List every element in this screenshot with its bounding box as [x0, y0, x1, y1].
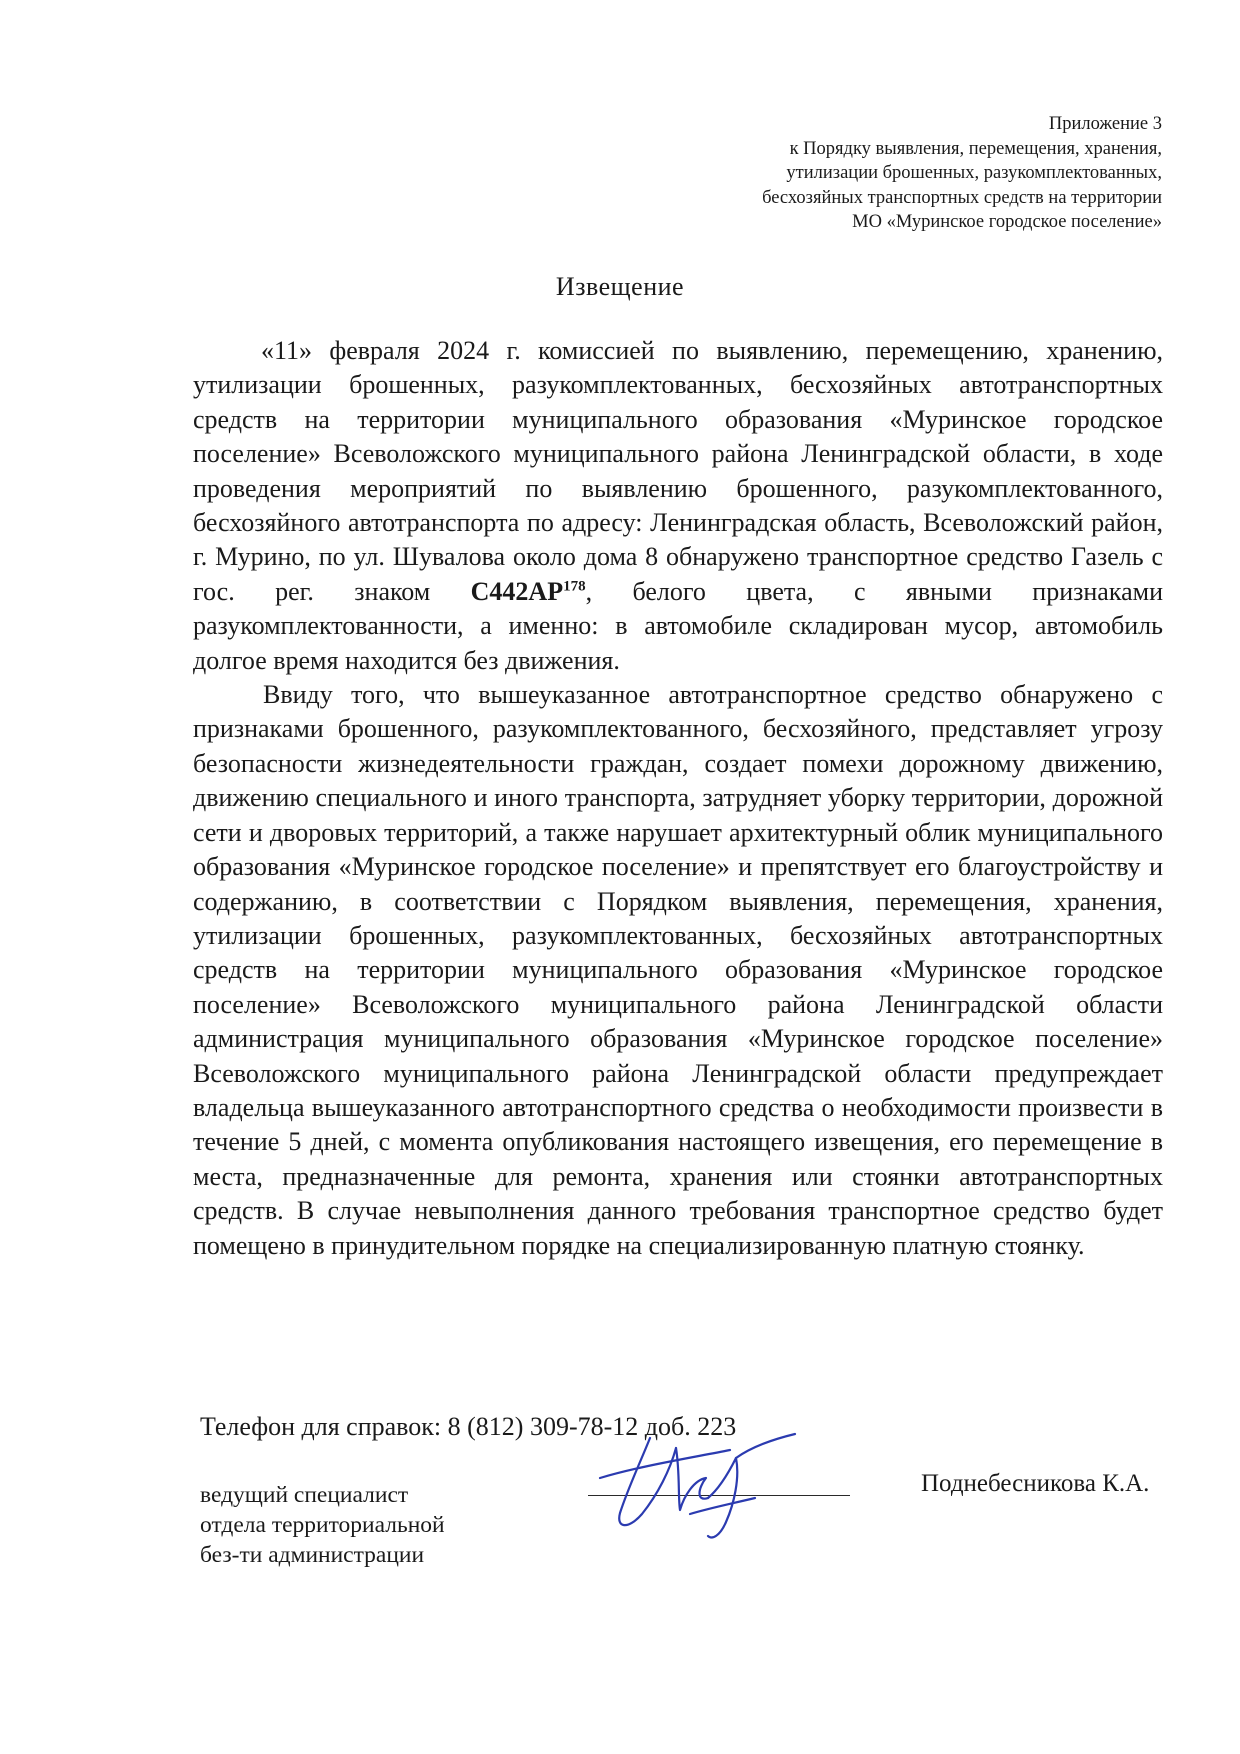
appendix-line: утилизации брошенных, разукомплектованных,	[786, 163, 1162, 183]
handwritten-signature-icon	[580, 1418, 840, 1543]
paragraph-2: Ввиду того, что вышеуказанное автотранспортное средство обнаружено с признаками брошенного, разукомплектованного, бесхозяйного, представляет угрозу безопасности жизнедеятельности граждан, создает помехи дорожному движению, движению специального и иного транспорта, затрудняет уборку территории, дорожной сети и дворовых территорий, а также нарушает архитектурный облик муниципального образования «Муринское городское поселение» и препятствует его благоустройству и содержанию, в соответствии с Порядком выявления, перемещения, хранения, утилизации брошенных, разукомплектованных, бесхозяйных автотранспортных средств на территории муниципального образования «Муринское городское поселение» Всеволожского муниципального района Ленинградской области администрация муниципального образования «Муринское городское поселение» Всеволожского муниципального района Ленинградской области предупреждает владельца вышеуказанного автотранспортного средства о необходимости произвести в течение 5 дней, с момента опубликования настоящего извещения, его перемещение в места, предназначенные для ремонта, хранения или стоянки автотранспортных средств. В случае невыполнения данного требования транспортное средство будет помещено в принудительном порядке на специализированную платную стоянку.	[193, 680, 1163, 1260]
signer-position	[200, 1480, 445, 1570]
position-line: без-ти администрации	[200, 1542, 425, 1568]
document-body	[193, 334, 1163, 1263]
reference-phone: Телефон для справок: 8 (812) 309-78-12 доб. 223	[200, 1412, 737, 1441]
appendix-header	[522, 112, 1162, 235]
paragraph-1	[193, 334, 1163, 678]
position-line: отдела территориальной	[200, 1512, 445, 1538]
appendix-line: МО «Муринское городское поселение»	[852, 212, 1162, 232]
paragraph-1-tail: , белого цвета, с явными признаками разукомплектованности, а именно: в автомобиле складирован мусор, автомобиль долгое время находится без движения.	[193, 576, 1163, 675]
license-plate-number: С442АР	[470, 576, 564, 606]
appendix-line: к Порядку выявления, перемещения, хранения,	[789, 138, 1162, 159]
paragraph-1-text: «11» февраля 2024 г. комиссией по выявлению, перемещению, хранению, утилизации брошенных, разукомплектованных, бесхозяйных автотранспортных средств на территории муниципального образования «Муринское городское поселение» Всеволожского муниципального района Ленинградской области, в ходе проведения мероприятий по выявлению брошенного, разукомплектованного, бесхозяйного автотранспорта по адресу: Ленинградская область, Всеволожский район, г. Мурино, по ул. Шувалова около дома 8 обнаружено транспортное средство Газель с гос. рег. знаком	[193, 336, 1163, 606]
appendix-line: бесхозяйных транспортных средств на территории	[762, 187, 1162, 208]
appendix-line: Приложение 3	[1048, 114, 1162, 134]
license-plate	[471, 577, 586, 606]
position-line: ведущий специалист	[200, 1482, 409, 1508]
license-plate-region: 178	[563, 578, 586, 595]
signer-name: Поднебесникова К.А.	[921, 1470, 1150, 1497]
document-title: Извещение	[555, 272, 685, 301]
